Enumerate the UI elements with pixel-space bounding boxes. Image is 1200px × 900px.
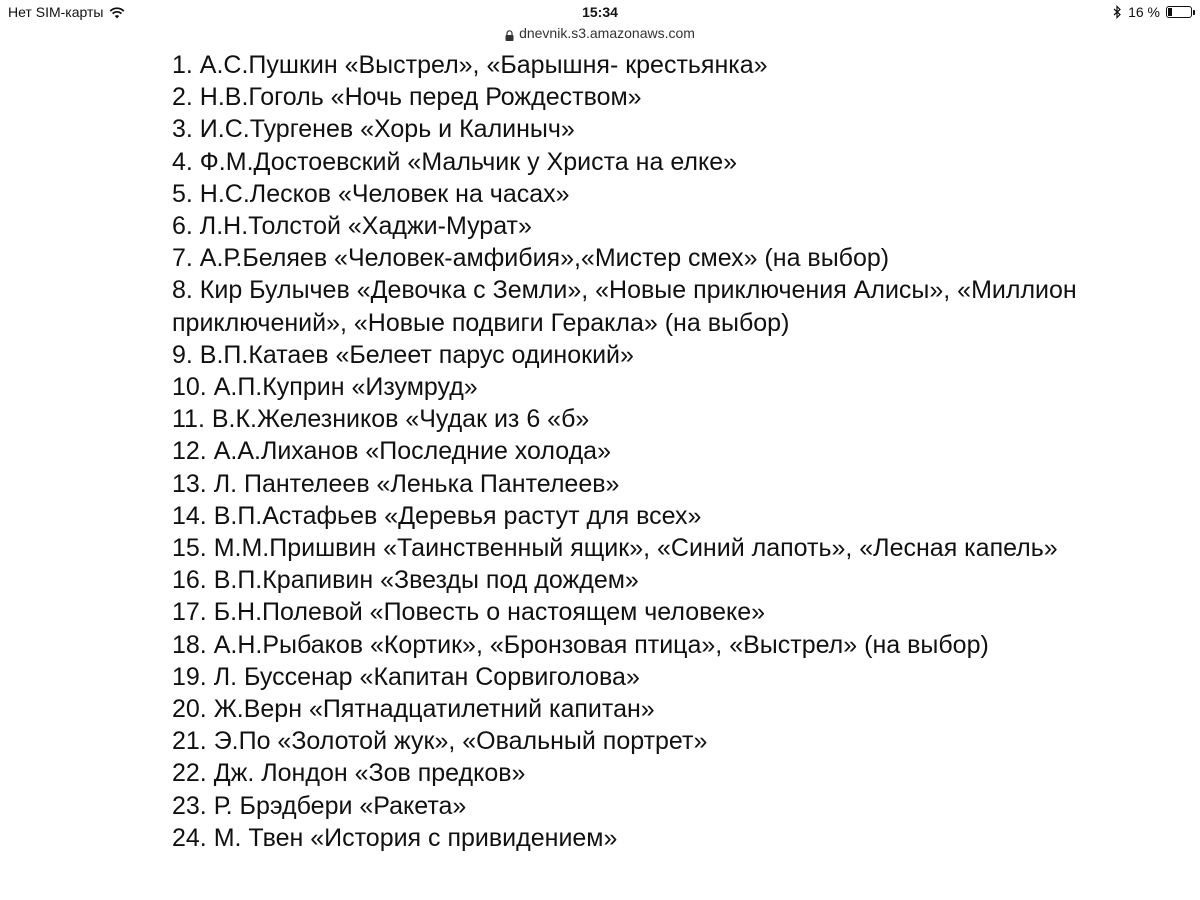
lock-icon: [505, 28, 514, 39]
book-list-item: 12. А.А.Лиханов «Последние холода»: [172, 437, 611, 466]
device-status: [1112, 4, 1192, 20]
book-list-item: 2. Н.В.Гоголь «Ночь перед Рождеством»: [172, 83, 642, 112]
book-list-item: 13. Л. Пантелеев «Ленька Пантелеев»: [172, 469, 620, 498]
book-list-item: 22. Дж. Лондон «Зов предков»: [172, 759, 526, 788]
book-list-item: 23. Р. Брэдбери «Ракета»: [172, 791, 467, 820]
book-list-item: 21. Э.По «Золотой жук», «Овальный портрет»: [172, 727, 708, 756]
book-list-item: 3. И.С.Тургенев «Хорь и Калиныч»: [172, 115, 575, 144]
battery-icon: [1166, 6, 1192, 18]
url-text[interactable]: dnevnik.s3.amazonaws.com: [519, 25, 695, 41]
book-list-item: 9. В.П.Катаев «Белеет парус одинокий»: [172, 340, 634, 369]
bluetooth-icon: [1112, 5, 1122, 19]
book-list-item: 16. В.П.Крапивин «Звезды под дождем»: [172, 566, 639, 595]
book-list: [172, 49, 1182, 854]
book-list-item: 20. Ж.Верн «Пятнадцатилетний капитан»: [172, 695, 655, 724]
book-list-item: 1. А.С.Пушкин «Выстрел», «Барышня- крестьянка»: [172, 51, 768, 79]
book-list-item: 5. Н.С.Лесков «Человек на часах»: [172, 179, 570, 208]
book-list-item: 19. Л. Буссенар «Капитан Сорвиголова»: [172, 662, 640, 691]
book-list-item: 18. А.Н.Рыбаков «Кортик», «Бронзовая птица», «Выстрел» (на выбор): [172, 630, 989, 659]
status-clock: 15:34: [582, 4, 618, 20]
book-list-item: 4. Ф.М.Достоевский «Мальчик у Христа на елке»: [172, 147, 738, 176]
book-list-item: 6. Л.Н.Толстой «Хаджи-Мурат»: [172, 212, 532, 241]
book-list-item: 14. В.П.Астафьев «Деревья растут для всех»: [172, 501, 702, 530]
book-list-item: 17. Б.Н.Полевой «Повесть о настоящем человеке»: [172, 598, 766, 627]
book-list-item: 15. М.М.Пришвин «Таинственный ящик», «Синий лапоть», «Лесная капель»: [172, 534, 1058, 563]
book-list-item: 11. В.К.Железников «Чудак из 6 «б»: [172, 405, 590, 434]
battery-fill: [1168, 8, 1172, 16]
address-bar[interactable]: [0, 23, 1200, 43]
carrier-label: Нет SIM-карты: [8, 4, 104, 20]
book-list-item: 24. М. Твен «История с привидением»: [172, 823, 618, 852]
book-list-item: 10. А.П.Куприн «Изумруд»: [172, 373, 478, 402]
book-list-item: 8. Кир Булычев «Девочка с Земли», «Новые приключения Алисы», «Миллион приключений», «Новые подвиги Геракла» (на выбор): [172, 276, 1077, 337]
book-list-item: 7. А.Р.Беляев «Человек-амфибия»,«Мистер смех» (на выбор): [172, 244, 890, 273]
battery-percent: 16 %: [1128, 4, 1160, 20]
